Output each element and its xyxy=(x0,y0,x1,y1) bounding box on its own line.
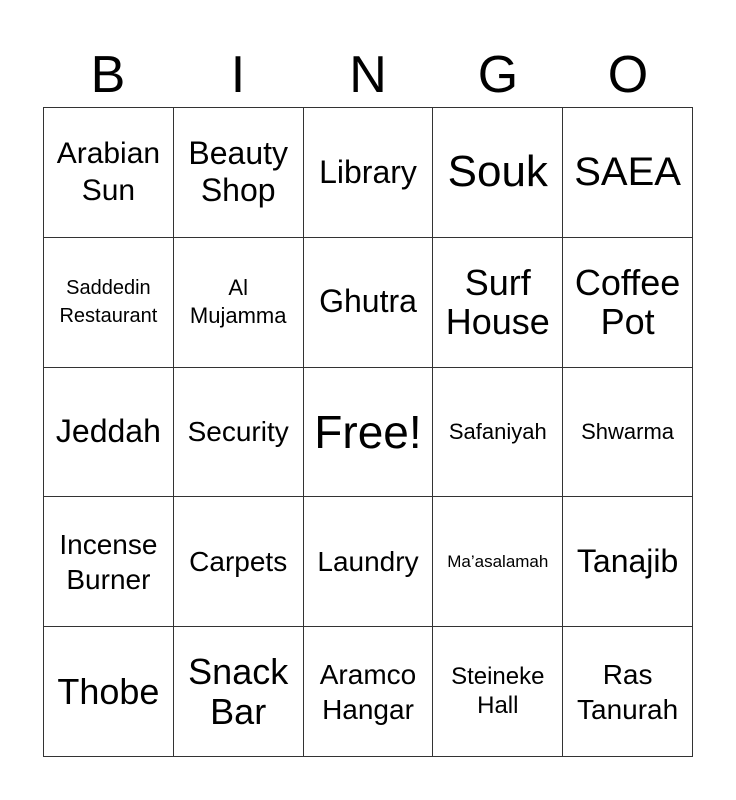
cell-label: Thobe xyxy=(57,670,160,712)
cell-label: Shwarma xyxy=(581,418,675,444)
bingo-cell[interactable] xyxy=(563,497,693,627)
cell-label: Snack Bar xyxy=(188,651,289,732)
cell-label: Library xyxy=(319,153,417,190)
cell-label: Saddedin Restaurant xyxy=(59,277,158,328)
bingo-cell[interactable] xyxy=(174,108,304,238)
header-letter-n: N xyxy=(349,46,387,104)
bingo-cell[interactable] xyxy=(304,238,434,368)
bingo-cell[interactable] xyxy=(304,497,434,627)
header-letter-i: I xyxy=(230,46,246,104)
bingo-grid xyxy=(43,107,693,757)
cell-label: Arabian Sun xyxy=(56,136,161,208)
cell-label: Ghutra xyxy=(319,283,417,320)
cell-label: Steineke Hall xyxy=(451,662,545,719)
cell-label: Jeddah xyxy=(55,413,161,450)
bingo-cell[interactable] xyxy=(563,238,693,368)
cell-label: Surf House xyxy=(445,261,550,343)
bingo-cell[interactable] xyxy=(433,497,563,627)
bingo-cell[interactable] xyxy=(174,627,304,757)
bingo-cell[interactable] xyxy=(44,368,174,498)
cell-label: Souk xyxy=(447,147,548,197)
cell-label: Safaniyah xyxy=(448,418,547,444)
bingo-cell-free[interactable] xyxy=(304,368,434,498)
bingo-header xyxy=(43,44,693,106)
cell-label: Coffee Pot xyxy=(574,261,681,343)
header-letter-o: O xyxy=(607,46,649,104)
cell-label: SAEA xyxy=(574,150,681,195)
cell-label: Tanajib xyxy=(576,542,679,579)
bingo-cell[interactable] xyxy=(433,368,563,498)
free-space-label: Free! xyxy=(314,405,422,458)
header-letter-g: G xyxy=(477,46,519,104)
cell-label: Beauty Shop xyxy=(188,134,288,209)
bingo-cell[interactable] xyxy=(44,108,174,238)
bingo-cell[interactable] xyxy=(174,368,304,498)
header-letter-b: B xyxy=(90,46,126,104)
cell-label: Aramco Hangar xyxy=(319,658,417,725)
bingo-cell[interactable] xyxy=(44,238,174,368)
bingo-cell[interactable] xyxy=(44,497,174,627)
bingo-cell[interactable] xyxy=(433,627,563,757)
bingo-cell[interactable] xyxy=(563,368,693,498)
bingo-cell[interactable] xyxy=(174,497,304,627)
bingo-cell[interactable] xyxy=(433,238,563,368)
cell-label: Ma’asalamah xyxy=(447,551,549,571)
bingo-cell[interactable] xyxy=(174,238,304,368)
bingo-cell[interactable] xyxy=(304,108,434,238)
bingo-cell[interactable] xyxy=(563,627,693,757)
cell-label: Carpets xyxy=(189,546,288,578)
cell-label: Security xyxy=(187,416,289,448)
bingo-cell[interactable] xyxy=(433,108,563,238)
bingo-cell[interactable] xyxy=(44,627,174,757)
bingo-cell[interactable] xyxy=(304,627,434,757)
cell-label: Ras Tanurah xyxy=(577,658,679,725)
cell-label: Laundry xyxy=(317,546,419,578)
cell-label: Al Mujamma xyxy=(189,275,287,329)
bingo-cell[interactable] xyxy=(563,108,693,238)
cell-label: Incense Burner xyxy=(59,528,158,595)
